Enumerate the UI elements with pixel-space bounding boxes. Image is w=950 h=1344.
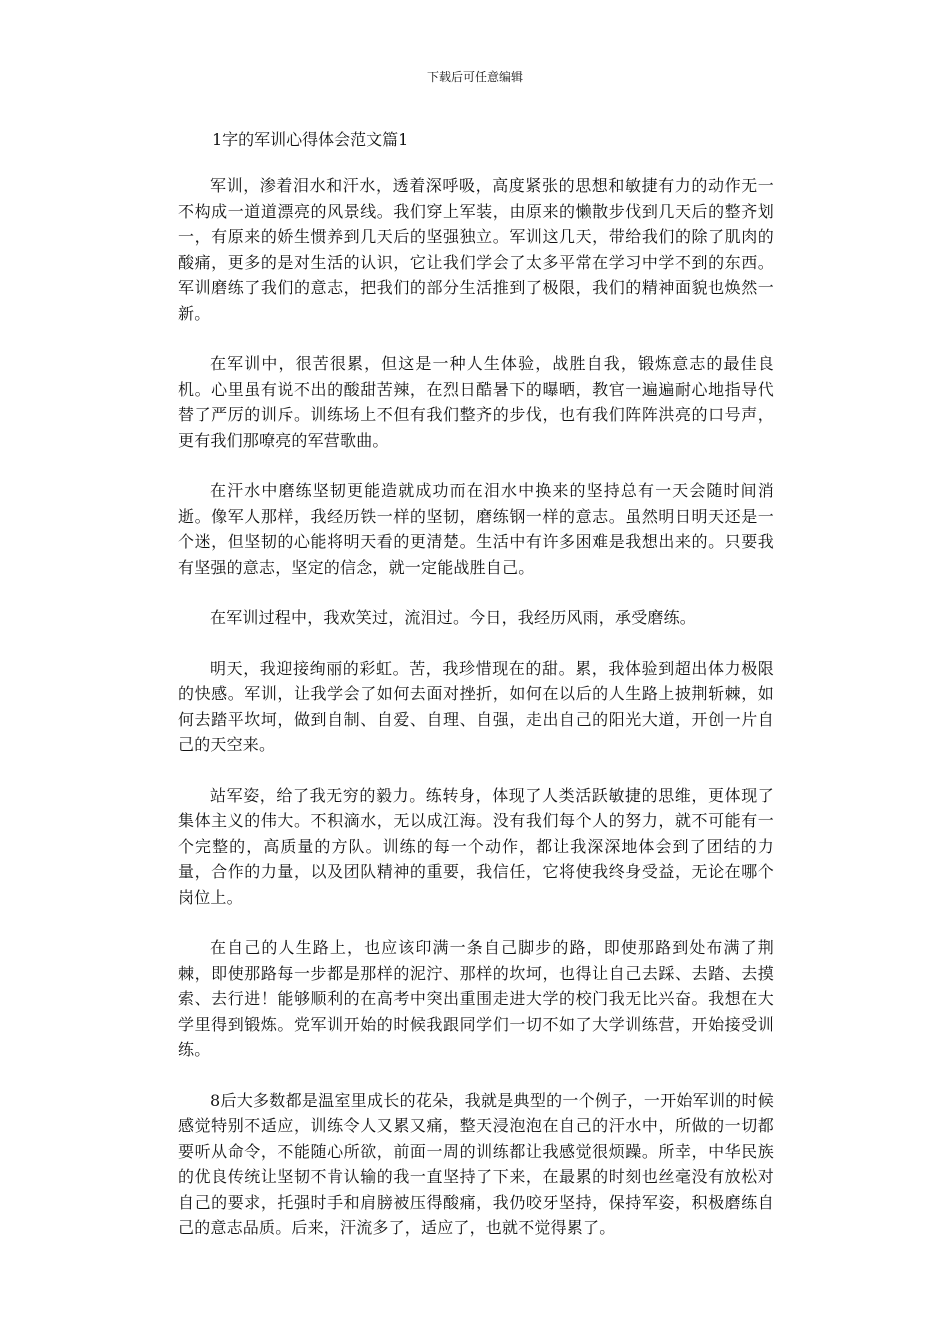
paragraph: 在汗水中磨练坚韧更能造就成功而在泪水中换来的坚持总有一天会随时间消逝。像军人那样，我经历铁一样的坚韧，磨练钢一样的意志。虽然明日明天还是一个迷，但坚韧的心能将明天看的更清楚。生活中有许多困难是我想出来的。只要我有坚强的意志，坚定的信念，就一定能战胜自己。 (178, 481, 774, 577)
paragraph: 站军姿，给了我无穷的毅力。练转身，体现了人类活跃敏捷的思维，更体现了集体主义的伟大。不积滴水，无以成江海。没有我们每个人的努力，就不可能有一个完整的，高质量的方队。训练的每一个动作，都让我深深地体会到了团结的力量，合作的力量，以及团队精神的重要，我信任，它将使我终身受益，无论在哪个岗位上。 (178, 785, 774, 907)
header-note: 下载后可任意编辑 (426, 70, 523, 84)
paragraph: 明天，我迎接绚丽的彩虹。苦，我珍惜现在的甜。累，我体验到超出体力极限的快感。军训，让我学会了如何去面对挫折，如何在以后的人生路上披荆斩棘，如何去踏平坎坷，做到自制、自爱、自理、自强，走出自己的阳光大道，开创一片自己的天空来。 (178, 658, 774, 754)
document-body (178, 173, 774, 1266)
document-title: 1字的军训心得体会范文篇1 (212, 130, 409, 149)
paragraph: 8后大多数都是温室里成长的花朵，我就是典型的一个例子，一开始军训的时候感觉特别不适应，训练令人又累又痛，整天浸泡泡在自己的汗水中，所做的一切都要听从命令，不能随心所欲，前面一周的训练都让我感觉很烦躁。所幸，中华民族的优良传统让坚韧不肯认输的我一直坚持了下来，在最累的时刻也丝毫没有放松对自己的要求，托强时手和肩膀被压得酸痛，我仍咬牙坚持，保持军姿，积极磨练自己的意志品质。后来，汗流多了，适应了，也就不觉得累了。 (178, 1090, 774, 1237)
paragraph: 在军训中，很苦很累，但这是一种人生体验，战胜自我，锻炼意志的最佳良机。心里虽有说不出的酸甜苦辣，在烈日酷暑下的曝晒，教官一遍遍耐心地指导代替了严厉的训斥。训练场上不但有我们整齐的步伐，也有我们阵阵洪亮的口号声，更有我们那嘹亮的军营歌曲。 (178, 354, 774, 450)
paragraph: 在军训过程中，我欢笑过，流泪过。今日，我经历风雨，承受磨练。 (210, 608, 697, 627)
paragraph: 在自己的人生路上，也应该印满一条自己脚步的路，即使那路到处布满了荆棘，即使那路每一步都是那样的泥泞、那样的坎坷，也得让自己去踩、去踏、去摸索、去行进！能够顺利的在高考中突出重围走进大学的校门我无比兴奋。我想在大学里得到锻炼。党军训开始的时候我跟同学们一切不如了大学训练营，开始接受训练。 (178, 938, 774, 1059)
paragraph: 军训，渗着泪水和汗水，透着深呼吸，高度紧张的思想和敏捷有力的动作无一不构成一道道漂亮的风景线。我们穿上军装，由原来的懒散步伐到几天后的整齐划一，有原来的娇生惯养到几天后的坚强独立。军训这几天，带给我们的除了肌肉的酸痛，更多的是对生活的认识，它让我们学会了太多平常在学习中学不到的东西。军训磨练了我们的意志，把我们的部分生活推到了极限，我们的精神面貌也焕然一新。 (178, 176, 774, 323)
